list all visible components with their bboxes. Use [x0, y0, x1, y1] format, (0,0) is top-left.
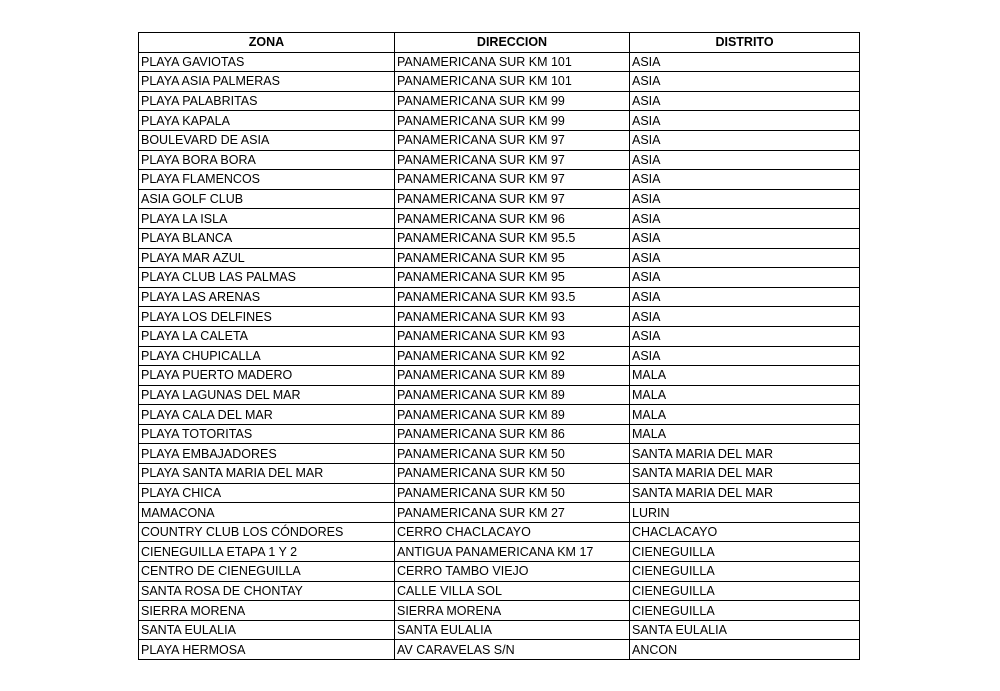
cell-distrito: SANTA MARIA DEL MAR: [630, 444, 860, 464]
cell-direccion: PANAMERICANA SUR KM 97: [395, 170, 630, 190]
cell-distrito: CIENEGUILLA: [630, 562, 860, 582]
cell-distrito: MALA: [630, 366, 860, 386]
cell-distrito: ASIA: [630, 130, 860, 150]
table-row: [139, 346, 860, 366]
table-row: [139, 620, 860, 640]
table-row: [139, 640, 860, 660]
cell-direccion: SANTA EULALIA: [395, 620, 630, 640]
cell-distrito: ASIA: [630, 307, 860, 327]
table-row: [139, 483, 860, 503]
cell-distrito: ASIA: [630, 52, 860, 72]
cell-direccion: PANAMERICANA SUR KM 96: [395, 209, 630, 229]
cell-direccion: PANAMERICANA SUR KM 97: [395, 150, 630, 170]
cell-distrito: ASIA: [630, 91, 860, 111]
table-row: [139, 405, 860, 425]
cell-zona: PLAYA FLAMENCOS: [139, 170, 395, 190]
cell-direccion: PANAMERICANA SUR KM 89: [395, 366, 630, 386]
table-row: [139, 307, 860, 327]
cell-distrito: ASIA: [630, 346, 860, 366]
cell-direccion: PANAMERICANA SUR KM 99: [395, 91, 630, 111]
cell-direccion: PANAMERICANA SUR KM 89: [395, 405, 630, 425]
cell-direccion: SIERRA MORENA: [395, 601, 630, 621]
cell-distrito: MALA: [630, 424, 860, 444]
table-row: [139, 424, 860, 444]
cell-direccion: PANAMERICANA SUR KM 92: [395, 346, 630, 366]
cell-direccion: CALLE VILLA SOL: [395, 581, 630, 601]
cell-direccion: PANAMERICANA SUR KM 50: [395, 483, 630, 503]
cell-distrito: ASIA: [630, 209, 860, 229]
cell-zona: PLAYA CHICA: [139, 483, 395, 503]
table-row: [139, 268, 860, 288]
cell-zona: SIERRA MORENA: [139, 601, 395, 621]
cell-distrito: ASIA: [630, 248, 860, 268]
cell-zona: PLAYA BLANCA: [139, 228, 395, 248]
cell-zona: PLAYA KAPALA: [139, 111, 395, 131]
table-row: [139, 248, 860, 268]
cell-zona: SANTA ROSA DE CHONTAY: [139, 581, 395, 601]
cell-zona: ASIA GOLF CLUB: [139, 189, 395, 209]
table-row: [139, 52, 860, 72]
table-row: [139, 326, 860, 346]
cell-zona: COUNTRY CLUB LOS CÓNDORES: [139, 522, 395, 542]
cell-direccion: PANAMERICANA SUR KM 97: [395, 189, 630, 209]
cell-zona: PLAYA TOTORITAS: [139, 424, 395, 444]
cell-zona: PLAYA CHUPICALLA: [139, 346, 395, 366]
cell-direccion: PANAMERICANA SUR KM 93: [395, 326, 630, 346]
table-row: [139, 444, 860, 464]
cell-zona: PLAYA LOS DELFINES: [139, 307, 395, 327]
cell-zona: CENTRO DE CIENEGUILLA: [139, 562, 395, 582]
cell-zona: PLAYA GAVIOTAS: [139, 52, 395, 72]
table-row: [139, 562, 860, 582]
cell-direccion: PANAMERICANA SUR KM 27: [395, 503, 630, 523]
cell-direccion: ANTIGUA PANAMERICANA KM 17: [395, 542, 630, 562]
cell-distrito: ASIA: [630, 268, 860, 288]
table-row: [139, 150, 860, 170]
table-row: [139, 228, 860, 248]
table-row: [139, 542, 860, 562]
cell-zona: CIENEGUILLA ETAPA 1 Y 2: [139, 542, 395, 562]
cell-distrito: ASIA: [630, 189, 860, 209]
cell-zona: PLAYA LA ISLA: [139, 209, 395, 229]
cell-direccion: PANAMERICANA SUR KM 95: [395, 248, 630, 268]
cell-distrito: LURIN: [630, 503, 860, 523]
table-row: [139, 209, 860, 229]
cell-direccion: PANAMERICANA SUR KM 50: [395, 444, 630, 464]
table-body: [139, 52, 860, 659]
header-direccion: DIRECCION: [395, 33, 630, 53]
cell-direccion: PANAMERICANA SUR KM 93.5: [395, 287, 630, 307]
cell-direccion: CERRO TAMBO VIEJO: [395, 562, 630, 582]
cell-zona: PLAYA LAGUNAS DEL MAR: [139, 385, 395, 405]
cell-direccion: AV CARAVELAS S/N: [395, 640, 630, 660]
cell-distrito: SANTA EULALIA: [630, 620, 860, 640]
cell-zona: PLAYA ASIA PALMERAS: [139, 72, 395, 92]
cell-zona: PLAYA LA CALETA: [139, 326, 395, 346]
cell-distrito: CIENEGUILLA: [630, 581, 860, 601]
cell-zona: PLAYA LAS ARENAS: [139, 287, 395, 307]
cell-direccion: PANAMERICANA SUR KM 50: [395, 464, 630, 484]
cell-zona: BOULEVARD DE ASIA: [139, 130, 395, 150]
cell-zona: PLAYA BORA BORA: [139, 150, 395, 170]
cell-zona: PLAYA MAR AZUL: [139, 248, 395, 268]
cell-zona: PLAYA HERMOSA: [139, 640, 395, 660]
cell-direccion: PANAMERICANA SUR KM 89: [395, 385, 630, 405]
cell-direccion: PANAMERICANA SUR KM 99: [395, 111, 630, 131]
table-row: [139, 601, 860, 621]
cell-distrito: ASIA: [630, 287, 860, 307]
cell-zona: PLAYA CLUB LAS PALMAS: [139, 268, 395, 288]
table-row: [139, 503, 860, 523]
cell-zona: PLAYA PALABRITAS: [139, 91, 395, 111]
cell-direccion: PANAMERICANA SUR KM 95: [395, 268, 630, 288]
table-row: [139, 170, 860, 190]
cell-distrito: CIENEGUILLA: [630, 601, 860, 621]
cell-direccion: PANAMERICANA SUR KM 101: [395, 72, 630, 92]
cell-distrito: MALA: [630, 405, 860, 425]
cell-distrito: ASIA: [630, 72, 860, 92]
cell-distrito: ANCON: [630, 640, 860, 660]
table-row: [139, 72, 860, 92]
table-row: [139, 581, 860, 601]
header-row: [139, 33, 860, 53]
header-distrito: DISTRITO: [630, 33, 860, 53]
zones-table: [138, 32, 860, 660]
table-row: [139, 111, 860, 131]
cell-distrito: SANTA MARIA DEL MAR: [630, 464, 860, 484]
cell-zona: PLAYA EMBAJADORES: [139, 444, 395, 464]
cell-distrito: ASIA: [630, 228, 860, 248]
table-row: [139, 91, 860, 111]
cell-distrito: ASIA: [630, 170, 860, 190]
cell-zona: PLAYA SANTA MARIA DEL MAR: [139, 464, 395, 484]
cell-direccion: CERRO CHACLACAYO: [395, 522, 630, 542]
table-row: [139, 464, 860, 484]
table-row: [139, 385, 860, 405]
cell-zona: MAMACONA: [139, 503, 395, 523]
cell-direccion: PANAMERICANA SUR KM 95.5: [395, 228, 630, 248]
table-row: [139, 130, 860, 150]
cell-distrito: SANTA MARIA DEL MAR: [630, 483, 860, 503]
header-zona: ZONA: [139, 33, 395, 53]
cell-zona: PLAYA CALA DEL MAR: [139, 405, 395, 425]
table-row: [139, 287, 860, 307]
cell-direccion: PANAMERICANA SUR KM 101: [395, 52, 630, 72]
cell-distrito: CHACLACAYO: [630, 522, 860, 542]
cell-distrito: MALA: [630, 385, 860, 405]
cell-distrito: ASIA: [630, 111, 860, 131]
table-row: [139, 522, 860, 542]
cell-zona: SANTA EULALIA: [139, 620, 395, 640]
cell-direccion: PANAMERICANA SUR KM 97: [395, 130, 630, 150]
cell-distrito: CIENEGUILLA: [630, 542, 860, 562]
zones-sheet: [138, 32, 859, 660]
table-row: [139, 189, 860, 209]
cell-distrito: ASIA: [630, 326, 860, 346]
cell-direccion: PANAMERICANA SUR KM 93: [395, 307, 630, 327]
cell-zona: PLAYA PUERTO MADERO: [139, 366, 395, 386]
table-row: [139, 366, 860, 386]
cell-direccion: PANAMERICANA SUR KM 86: [395, 424, 630, 444]
cell-distrito: ASIA: [630, 150, 860, 170]
